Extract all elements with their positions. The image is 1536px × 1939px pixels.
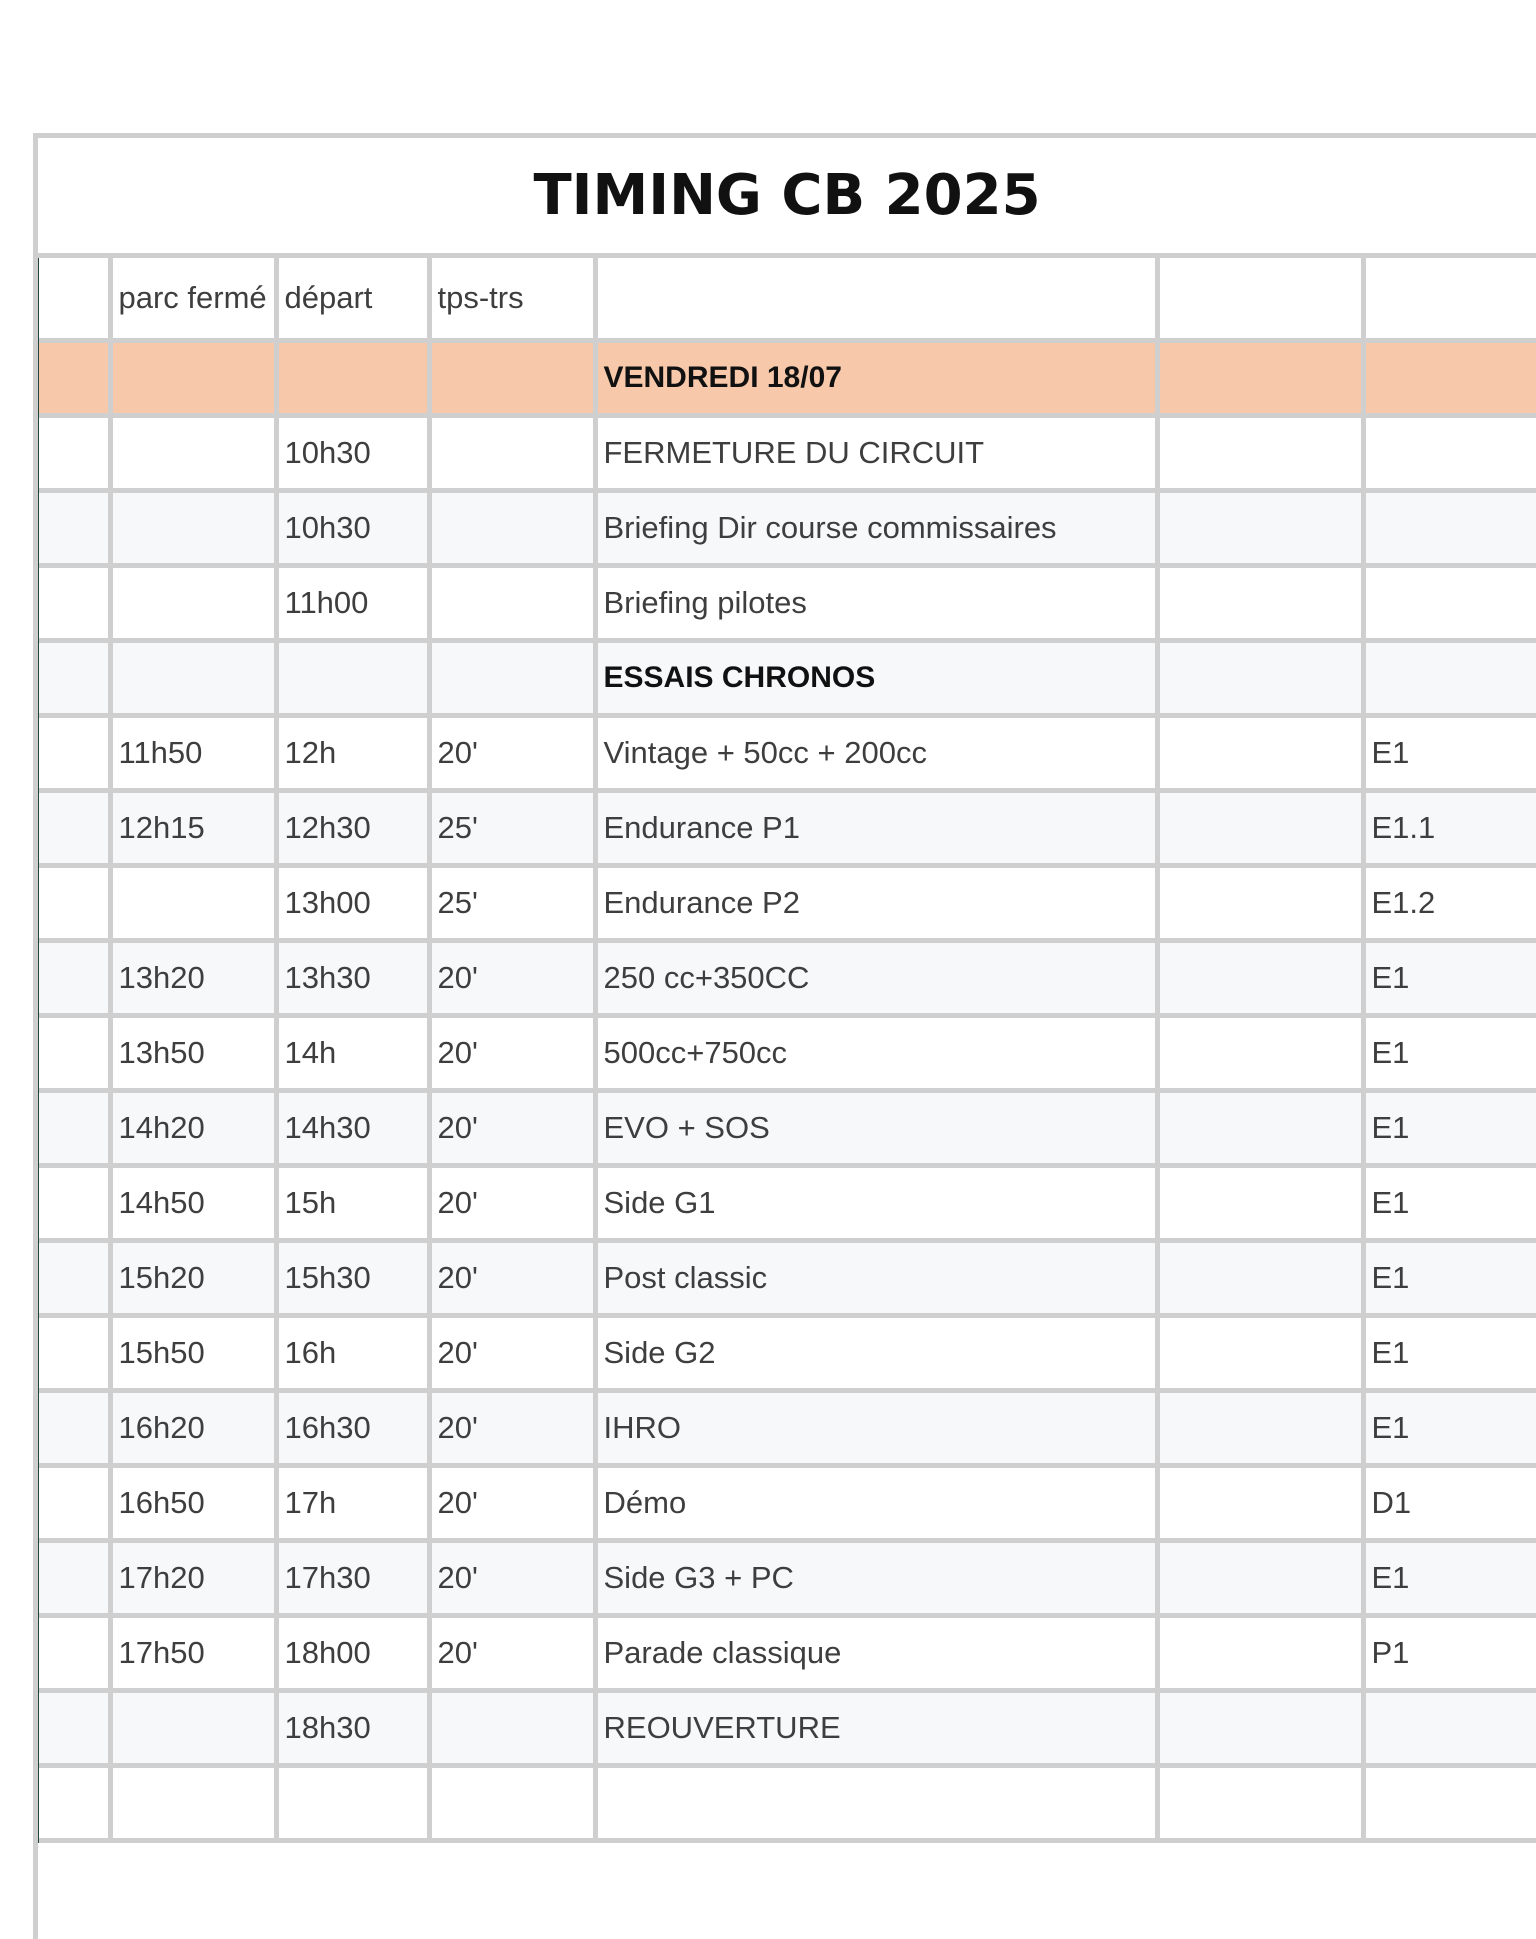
cell-code	[1363, 491, 1536, 566]
cell-depart: 15h30	[276, 1241, 429, 1316]
cell-tps-trs	[429, 566, 595, 641]
cell-tps-trs	[429, 1691, 595, 1766]
table-row	[39, 1241, 1536, 1316]
cell-index	[39, 1241, 110, 1316]
cell-event: Briefing Dir course commissaires	[595, 491, 1157, 566]
cell-code	[1363, 641, 1536, 716]
cell-depart: 13h30	[276, 941, 429, 1016]
cell-extra	[1157, 866, 1363, 941]
cell-parc-ferme: 15h20	[110, 1241, 276, 1316]
cell-extra	[1157, 1241, 1363, 1316]
cell-depart: 10h30	[276, 491, 429, 566]
cell-code	[1363, 566, 1536, 641]
cell-extra	[1157, 491, 1363, 566]
cell-extra	[1157, 791, 1363, 866]
cell-tps-trs: 20'	[429, 1091, 595, 1166]
header-tps-trs: tps-trs	[429, 258, 595, 341]
cell-code: E1	[1363, 1016, 1536, 1091]
cell-extra	[1157, 1691, 1363, 1766]
cell-depart: 18h30	[276, 1691, 429, 1766]
cell-code: P1	[1363, 1616, 1536, 1691]
cell-depart: 16h	[276, 1316, 429, 1391]
cell-parc-ferme: 16h20	[110, 1391, 276, 1466]
table-row	[39, 641, 1536, 716]
cell-parc-ferme: 17h20	[110, 1541, 276, 1616]
cell-index	[39, 491, 110, 566]
cell-event: Post classic	[595, 1241, 1157, 1316]
cell-extra	[1157, 716, 1363, 791]
day-header-row	[39, 341, 1536, 416]
cell-tps-trs: 25'	[429, 866, 595, 941]
cell-event: ESSAIS CHRONOS	[595, 641, 1157, 716]
cell-code: E1	[1363, 1391, 1536, 1466]
cell-extra	[1157, 1616, 1363, 1691]
cell-index	[39, 416, 110, 491]
header-event	[595, 258, 1157, 341]
cell-parc-ferme	[110, 641, 276, 716]
cell-depart: 14h30	[276, 1091, 429, 1166]
cell-index	[39, 641, 110, 716]
cell-extra	[1157, 641, 1363, 716]
cell-depart: 18h00	[276, 1616, 429, 1691]
cell-tps-trs	[429, 416, 595, 491]
cell-code: E1	[1363, 1541, 1536, 1616]
cell-parc-ferme: 14h50	[110, 1166, 276, 1241]
table-row	[39, 1391, 1536, 1466]
cell-event: Démo	[595, 1466, 1157, 1541]
cell-depart: 11h00	[276, 566, 429, 641]
column-header-row	[39, 258, 1536, 341]
header-depart: départ	[276, 258, 429, 341]
cell-tps-trs: 20'	[429, 1166, 595, 1241]
cell-parc-ferme	[110, 1766, 276, 1841]
cell-parc-ferme: 15h50	[110, 1316, 276, 1391]
cell-event: EVO + SOS	[595, 1091, 1157, 1166]
cell-tps-trs: 20'	[429, 1466, 595, 1541]
cell-code	[1363, 416, 1536, 491]
cell-tps-trs	[429, 641, 595, 716]
cell-tps-trs: 20'	[429, 1316, 595, 1391]
cell-tps-trs: 20'	[429, 941, 595, 1016]
table-row	[39, 1466, 1536, 1541]
table-row	[39, 1091, 1536, 1166]
cell-index	[39, 1541, 110, 1616]
cell-tps-trs: 20'	[429, 1616, 595, 1691]
table-row	[39, 716, 1536, 791]
cell-extra	[1157, 1466, 1363, 1541]
cell-index	[39, 866, 110, 941]
header-extra	[1157, 258, 1363, 341]
cell-depart: 12h	[276, 716, 429, 791]
cell-extra	[1157, 941, 1363, 1016]
cell-tps-trs: 20'	[429, 1016, 595, 1091]
table-row	[39, 866, 1536, 941]
cell-parc-ferme	[110, 491, 276, 566]
table-row	[39, 1541, 1536, 1616]
cell-depart: 17h	[276, 1466, 429, 1541]
cell-code: E1	[1363, 1091, 1536, 1166]
header-parc-ferme: parc fermé	[110, 258, 276, 341]
table-row	[39, 1766, 1536, 1841]
cell-event: Briefing pilotes	[595, 566, 1157, 641]
cell-index	[39, 1091, 110, 1166]
cell-tps-trs	[429, 491, 595, 566]
cell-code: E1	[1363, 716, 1536, 791]
cell-event: Side G3 + PC	[595, 1541, 1157, 1616]
cell-tps-trs: 25'	[429, 791, 595, 866]
cell-code: E1	[1363, 1241, 1536, 1316]
cell-depart: 10h30	[276, 416, 429, 491]
cell-tps-trs: 20'	[429, 716, 595, 791]
cell-code: E1.1	[1363, 791, 1536, 866]
cell-index	[39, 941, 110, 1016]
cell-event: Vintage + 50cc + 200cc	[595, 716, 1157, 791]
cell-event: IHRO	[595, 1391, 1157, 1466]
cell-depart: 15h	[276, 1166, 429, 1241]
cell-code: E1.2	[1363, 866, 1536, 941]
cell-event: Side G2	[595, 1316, 1157, 1391]
cell-depart	[276, 1766, 429, 1841]
cell-event: Endurance P2	[595, 866, 1157, 941]
cell-tps-trs: 20'	[429, 1241, 595, 1316]
header-code	[1363, 258, 1536, 341]
cell-index	[39, 1016, 110, 1091]
cell-code	[1363, 1691, 1536, 1766]
day-header-label: VENDREDI 18/07	[595, 341, 1157, 416]
cell-index	[39, 716, 110, 791]
cell-code: E1	[1363, 1166, 1536, 1241]
cell-index	[39, 1166, 110, 1241]
cell-parc-ferme	[110, 866, 276, 941]
cell-event: 500cc+750cc	[595, 1016, 1157, 1091]
cell-extra	[1157, 1541, 1363, 1616]
cell-index-header	[39, 258, 110, 341]
cell-parc-ferme: 14h20	[110, 1091, 276, 1166]
cell-parc-ferme	[110, 416, 276, 491]
table-row	[39, 1016, 1536, 1091]
cell-extra	[1157, 1316, 1363, 1391]
table-row	[39, 1691, 1536, 1766]
cell-extra	[1157, 1766, 1363, 1841]
sheet-title: TIMING CB 2025	[38, 138, 1536, 258]
cell-extra	[1157, 416, 1363, 491]
table-row	[39, 791, 1536, 866]
cell-code: E1	[1363, 941, 1536, 1016]
cell-parc-ferme	[110, 1691, 276, 1766]
cell-index	[39, 566, 110, 641]
cell-index	[39, 1766, 110, 1841]
cell-depart: 12h30	[276, 791, 429, 866]
cell-tps-trs: 20'	[429, 1391, 595, 1466]
cell-event: REOUVERTURE	[595, 1691, 1157, 1766]
cell-parc-ferme: 11h50	[110, 716, 276, 791]
cell-extra	[1157, 1016, 1363, 1091]
cell-index	[39, 791, 110, 866]
cell-code	[1363, 1766, 1536, 1841]
cell-tps-trs: 20'	[429, 1541, 595, 1616]
cell-index	[39, 1391, 110, 1466]
cell-extra	[1157, 566, 1363, 641]
cell-parc-ferme: 16h50	[110, 1466, 276, 1541]
cell-parc-ferme: 13h50	[110, 1016, 276, 1091]
cell-depart: 13h00	[276, 866, 429, 941]
cell-event: FERMETURE DU CIRCUIT	[595, 416, 1157, 491]
cell-extra	[1157, 1166, 1363, 1241]
schedule-grid	[33, 258, 1536, 1843]
table-row	[39, 416, 1536, 491]
cell-depart: 16h30	[276, 1391, 429, 1466]
schedule-table	[39, 258, 1536, 1843]
cell-code: D1	[1363, 1466, 1536, 1541]
cell-index	[39, 1466, 110, 1541]
timing-sheet	[33, 133, 1536, 1939]
cell-parc-ferme	[110, 566, 276, 641]
cell-depart: 17h30	[276, 1541, 429, 1616]
cell-parc-ferme: 12h15	[110, 791, 276, 866]
cell-extra	[1157, 1391, 1363, 1466]
cell-event: Parade classique	[595, 1616, 1157, 1691]
table-row	[39, 566, 1536, 641]
cell-event	[595, 1766, 1157, 1841]
cell-parc-ferme: 17h50	[110, 1616, 276, 1691]
cell-event: Side G1	[595, 1166, 1157, 1241]
table-row	[39, 1166, 1536, 1241]
cell-code: E1	[1363, 1316, 1536, 1391]
table-row	[39, 1616, 1536, 1691]
table-row	[39, 1316, 1536, 1391]
table-row	[39, 491, 1536, 566]
cell-depart: 14h	[276, 1016, 429, 1091]
cell-event: Endurance P1	[595, 791, 1157, 866]
cell-event: 250 cc+350CC	[595, 941, 1157, 1016]
cell-index	[39, 1691, 110, 1766]
cell-extra	[1157, 1091, 1363, 1166]
table-row	[39, 941, 1536, 1016]
cell-parc-ferme: 13h20	[110, 941, 276, 1016]
cell-index	[39, 1316, 110, 1391]
cell-tps-trs	[429, 1766, 595, 1841]
cell-index	[39, 1616, 110, 1691]
cell-depart	[276, 641, 429, 716]
